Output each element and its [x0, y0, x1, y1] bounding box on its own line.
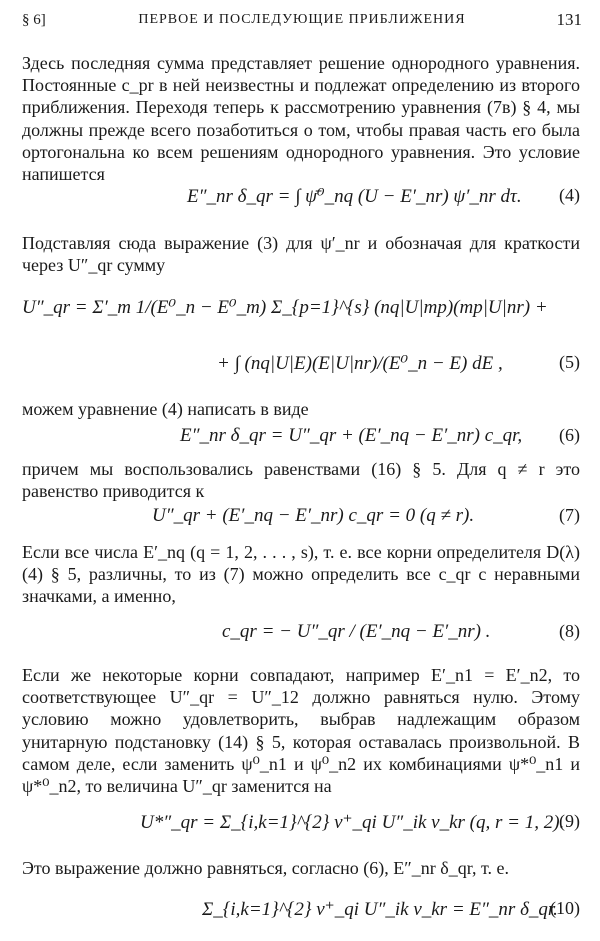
equation-4-number: (4): [559, 185, 580, 205]
page-number: 131: [556, 10, 582, 29]
equation-5-line-2: [22, 352, 580, 382]
equation-7-body: U″_qr + (E′_nq − E′_nr) c_qr = 0 (q ≠ r).: [152, 505, 475, 526]
paragraph-4: причем мы воспользовались равенствами (16) § 5. Для q ≠ r это равенство приводится к: [22, 459, 580, 502]
equation-9-body: U*″_qr = Σ_{i,k=1}^{2} v⁺_qi U″_ik v_kr (q, r = 1, 2).: [140, 812, 565, 833]
equation-6: [22, 425, 580, 455]
equation-9: [22, 811, 580, 841]
equation-9-number: (9): [559, 811, 580, 831]
equation-6-body: E″_nr δ_qr = U″_qr + (E′_nq − E′_nr) c_qr,: [180, 425, 523, 446]
paragraph-7: Это выражение должно равняться, согласно (6), E″_nr δ_qr, т. е.: [22, 858, 510, 878]
paragraph-1: Здесь последняя сумма представляет решение однородного уравнения. Постоянные c_pr в ней неизвестны и подлежат определению из второго приближения. Переходя теперь к рассмотрению уравнения (7в) § 4, мы должны прежде всего позаботиться о том, чтобы правая часть его была ортогональна ко всем решениям однородного уравнения. Это условие напишется: [22, 53, 580, 185]
equation-10: [22, 898, 580, 928]
running-title: ПЕРВОЕ И ПОСЛЕДУЮЩИЕ ПРИБЛИЖЕНИЯ: [138, 12, 466, 27]
equation-8-body: c_qr = − U″_qr / (E′_nq − E′_nr) .: [222, 621, 491, 642]
equation-5-line-1: [22, 296, 580, 326]
equation-7: [22, 505, 580, 535]
paragraph-6: Если же некоторые корни совпадают, например E′_n1 = E′_n2, то соответствующее U″_qr = U″_12 должно равняться нулю. Этому условию можно удовлетворить, выбрав надлежащим образом унитарную подстановку (14) § 5, которая оставалась произвольной. В самом деле, если заменить ψ⁰_n1 и ψ⁰_n2 их комбинациями ψ*⁰_n1 и ψ*⁰_n2, то величина U″_qr заменится на: [22, 665, 580, 797]
equation-4-body: E″_nr δ_qr = ∫ ψ̄⁰_nq (U − E′_nr) ψ′_nr dτ.: [187, 186, 522, 207]
equation-5-line-1-body: U″_qr = Σ′_m 1/(E⁰_n − E⁰_m) Σ_{p=1}^{s} (nq|U|mp)(mp|U|nr) +: [22, 297, 548, 318]
equation-5-line-2-body: + ∫ (nq|U|E)(E|U|nr)/(E⁰_n − E) dE ,: [217, 353, 503, 374]
equation-4: [22, 185, 580, 215]
paragraph-5: Если все числа E′_nq (q = 1, 2, . . . , s), т. е. все корни определителя D(λ) (4) § 5, различны, то из (7) можно определить все c_qr с неравными значками, а именно,: [22, 542, 580, 607]
equation-10-body: Σ_{i,k=1}^{2} v⁺_qi U″_ik v_kr = E″_nr δ_qr.: [202, 899, 558, 920]
equation-10-number: (10): [550, 898, 580, 918]
equation-7-number: (7): [559, 505, 580, 525]
equation-8-number: (8): [559, 621, 580, 641]
equation-5-number: (5): [559, 352, 580, 372]
equation-8: [22, 621, 580, 651]
section-ref: § 6]: [22, 12, 46, 28]
paragraph-3: можем уравнение (4) написать в виде: [22, 399, 309, 419]
paragraph-2: Подставляя сюда выражение (3) для ψ′_nr и обозначая для краткости через U″_qr сумму: [22, 233, 580, 276]
page-header: [22, 10, 582, 36]
equation-6-number: (6): [559, 425, 580, 445]
